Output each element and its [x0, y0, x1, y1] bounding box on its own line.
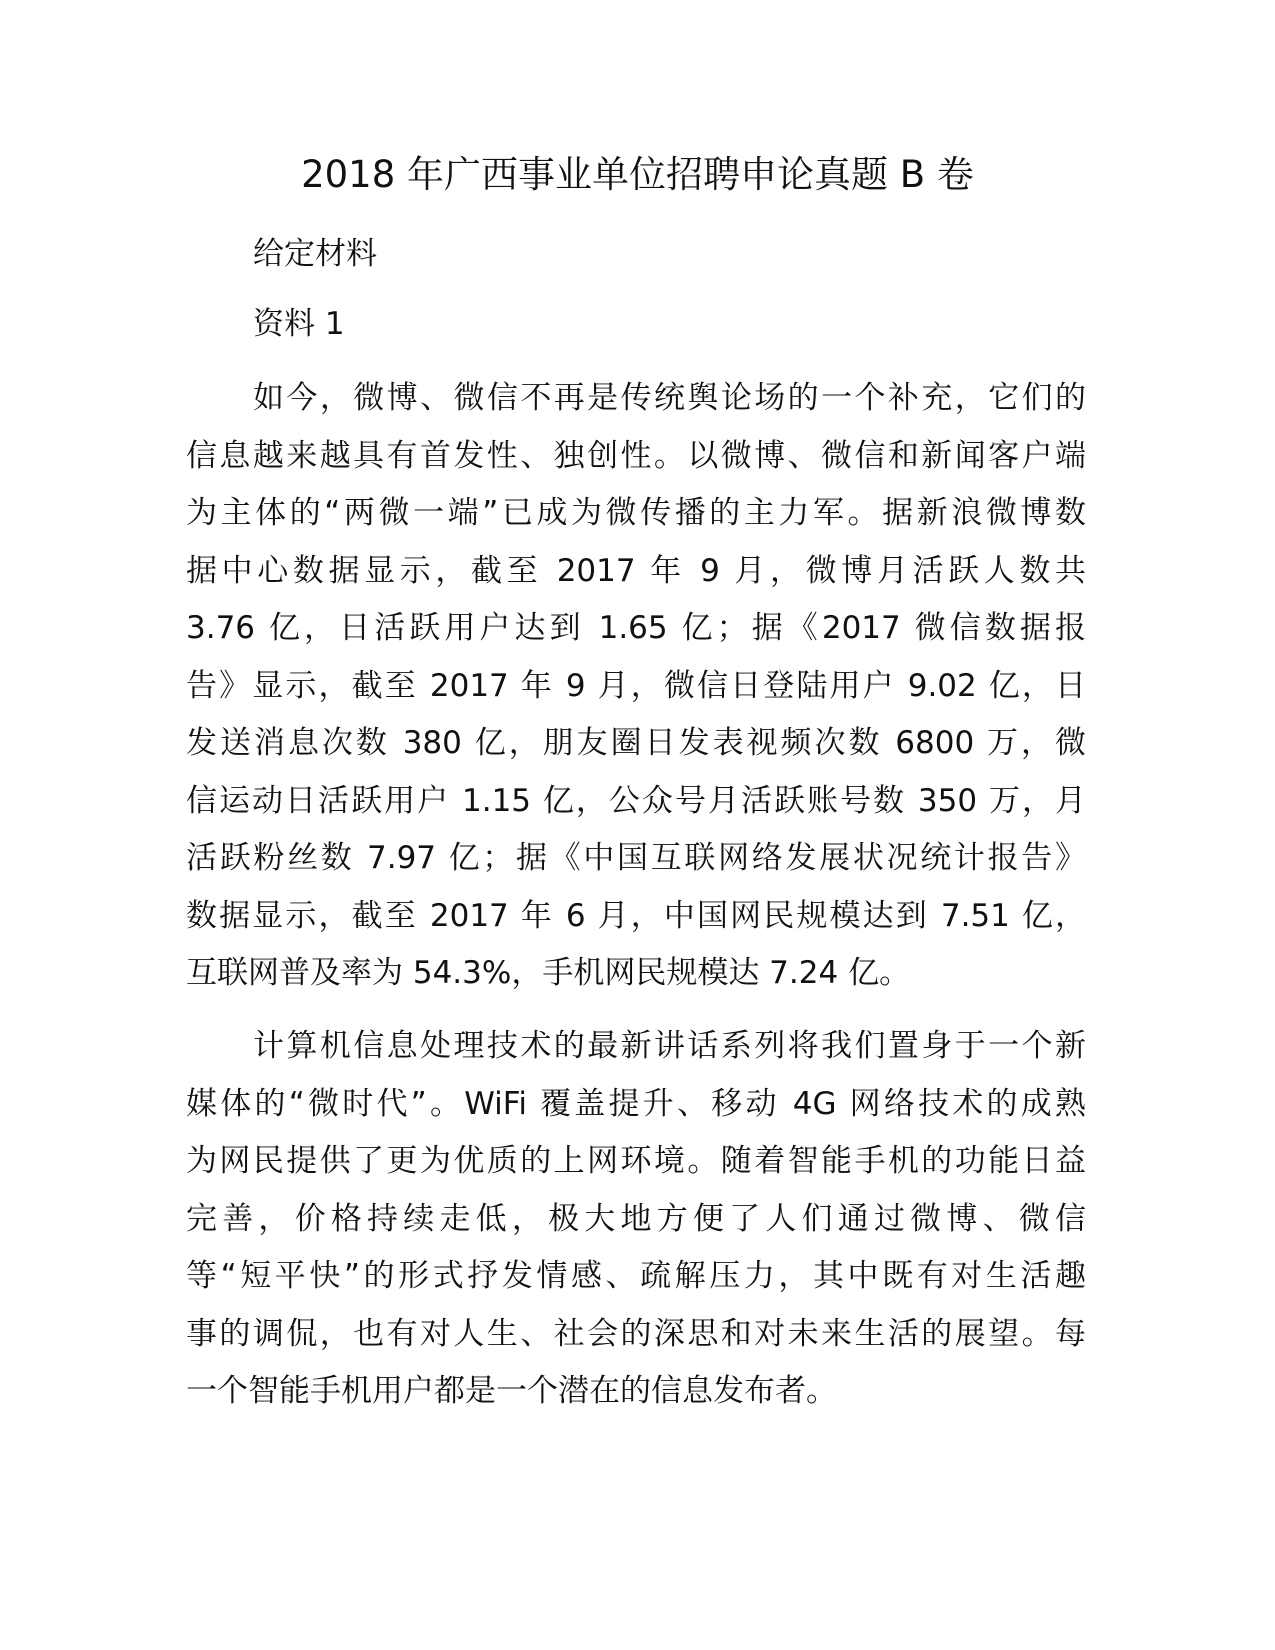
material-heading: 资料 1 — [253, 306, 345, 342]
paragraph-line: 计算机信息处理技术的最新讲话系列将我们置身于一个新 — [253, 1028, 1086, 1064]
paragraph-line: 发送消息次数 380 亿，朋友圈日发表视频次数 6800 万，微 — [186, 725, 1086, 761]
paragraph-2 — [186, 1018, 1086, 1421]
paragraph-line: 事的调侃，也有对人生、社会的深思和对未来生活的展望。每 — [186, 1315, 1086, 1352]
paragraph-line: 数据显示，截至 2017 年 6 月，中国网民规模达到 7.51 亿， — [186, 897, 1086, 934]
paragraph-line: 为网民提供了更为优质的上网环境。随着智能手机的功能日益 — [186, 1143, 1086, 1179]
paragraph-line: 据中心数据显示，截至 2017 年 9 月，微博月活跃人数共 — [186, 552, 1086, 589]
paragraph-line: 一个智能手机用户都是一个潜在的信息发布者。 — [186, 1373, 837, 1409]
paragraph-line: 如今，微博、微信不再是传统舆论场的一个补充，它们的 — [253, 380, 1086, 416]
paragraph-1 — [186, 370, 1086, 1003]
paragraph-line: 完善，价格持续走低，极大地方便了人们通过微博、微信 — [186, 1200, 1086, 1237]
section-heading: 给定材料 — [253, 236, 377, 272]
paragraph-line: 3.76 亿，日活跃用户达到 1.65 亿；据《2017 微信数据报 — [186, 610, 1086, 646]
paragraph-line: 为主体的“两微一端”已成为微传播的主力军。据新浪微博数 — [186, 495, 1086, 531]
paragraph-line: 信息越来越具有首发性、独创性。以微博、微信和新闻客户端 — [186, 437, 1086, 474]
paragraph-line: 互联网普及率为 54.3%，手机网民规模达 7.24 亿。 — [186, 955, 911, 991]
paragraph-line: 告》显示，截至 2017 年 9 月，微信日登陆用户 9.02 亿，日 — [186, 667, 1086, 704]
paragraph-line: 媒体的“微时代”。WiFi 覆盖提升、移动 4G 网络技术的成熟 — [186, 1085, 1086, 1122]
paragraph-line: 活跃粉丝数 7.97 亿；据《中国互联网络发展状况统计报告》 — [186, 840, 1086, 876]
paragraph-line: 信运动日活跃用户 1.15 亿，公众号月活跃账号数 350 万，月 — [186, 782, 1086, 819]
paragraph-line: 等“短平快”的形式抒发情感、疏解压力，其中既有对生活趣 — [186, 1258, 1086, 1294]
document-title: 2018 年广西事业单位招聘申论真题 B 卷 — [301, 153, 974, 196]
